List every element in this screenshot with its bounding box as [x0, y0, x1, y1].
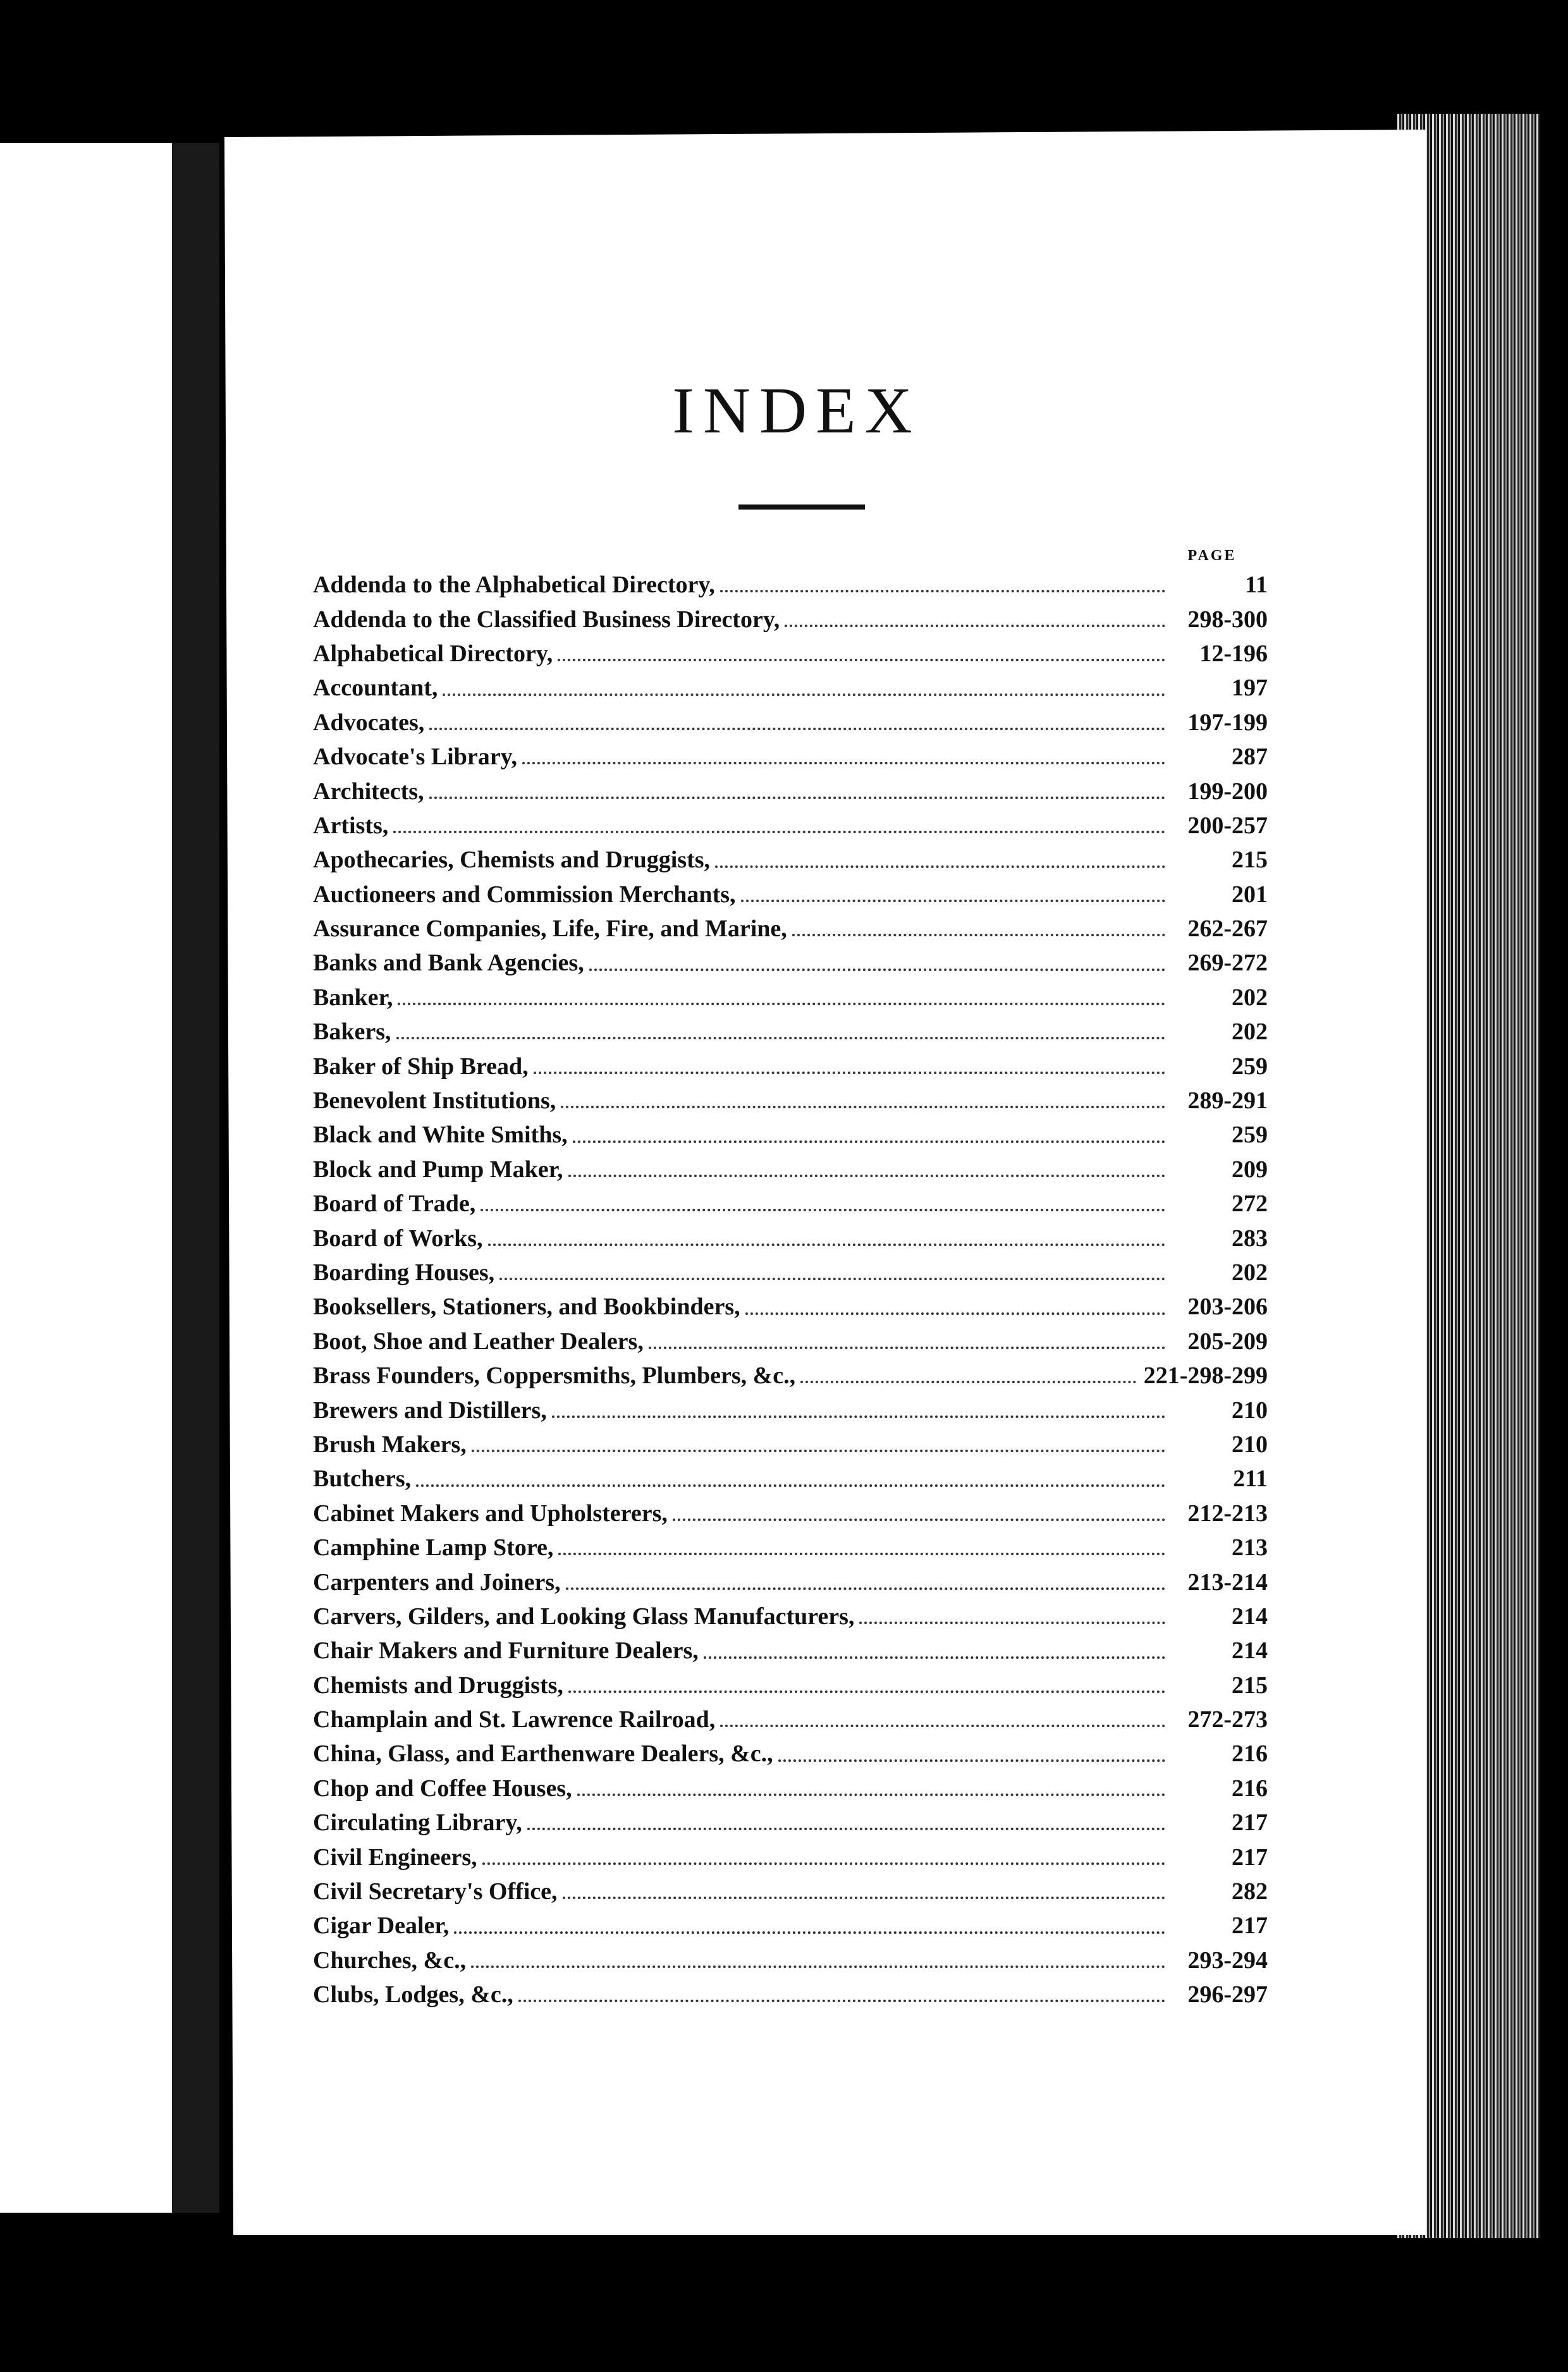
dot-leader: [720, 590, 1165, 592]
facing-page: [0, 143, 172, 2213]
entry-page: 298-300: [1187, 606, 1268, 633]
entry-page: 283: [1232, 1225, 1268, 1252]
entry-page: 221-298-299: [1143, 1362, 1268, 1390]
entry-name: Carpenters and Joiners,: [313, 1568, 561, 1596]
dot-leader: [482, 1862, 1165, 1865]
entry-name: Brush Makers,: [313, 1431, 467, 1458]
dot-leader: [518, 2000, 1165, 2002]
index-entry: [313, 1909, 1268, 1943]
index-entry: [313, 706, 1268, 740]
index-entry: [313, 1015, 1268, 1049]
dot-leader: [800, 1381, 1136, 1383]
entry-page: 212-213: [1187, 1500, 1268, 1527]
entry-name: Chair Makers and Furniture Dealers,: [313, 1637, 699, 1665]
entry-name: Block and Pump Maker,: [313, 1156, 563, 1183]
entry-page: 213-214: [1187, 1568, 1268, 1596]
entry-page: 259: [1232, 1122, 1268, 1149]
entry-name: Booksellers, Stationers, and Bookbinders,: [313, 1293, 740, 1321]
dot-leader: [393, 831, 1165, 833]
entry-name: Auctioneers and Commission Merchants,: [313, 881, 736, 908]
entry-page: 215: [1232, 847, 1268, 874]
entry-page: 202: [1232, 1018, 1268, 1046]
entry-page: 272: [1232, 1190, 1268, 1218]
index-entry: [313, 1599, 1268, 1634]
entry-page: 282: [1232, 1878, 1268, 1905]
entry-page: 287: [1232, 743, 1268, 771]
dot-leader: [454, 1931, 1165, 1934]
dot-leader: [396, 1037, 1166, 1039]
entry-page: 217: [1232, 1843, 1268, 1871]
entry-name: Circulating Library,: [313, 1809, 522, 1837]
entry-page: 217: [1232, 1809, 1268, 1837]
dot-leader: [720, 1725, 1165, 1727]
title-rule: [738, 504, 865, 510]
entry-name: Churches, &c.,: [313, 1947, 467, 1974]
index-entry: [313, 1668, 1268, 1703]
index-entry: [313, 1943, 1268, 1978]
index-entry: [313, 1771, 1268, 1806]
entry-page: 259: [1232, 1053, 1268, 1080]
dot-leader: [481, 1209, 1165, 1211]
page-column-label: PAGE: [1187, 547, 1237, 564]
dot-leader: [472, 1450, 1165, 1452]
index-entry: [313, 1118, 1268, 1152]
entry-name: Artists,: [313, 812, 389, 839]
entry-name: Carvers, Gilders, and Looking Glass Manufacturers,: [313, 1603, 855, 1630]
entry-page: 216: [1232, 1740, 1268, 1768]
dot-leader: [558, 659, 1165, 661]
dot-leader: [778, 1759, 1165, 1762]
entry-name: Alphabetical Directory,: [313, 640, 553, 667]
dot-leader: [745, 1312, 1165, 1315]
entry-page: 216: [1232, 1775, 1268, 1802]
entry-name: Boot, Shoe and Leather Dealers,: [313, 1328, 644, 1355]
dot-leader: [568, 1175, 1165, 1177]
index-entry: [313, 843, 1268, 877]
entry-page: 215: [1232, 1672, 1268, 1699]
dot-leader: [522, 762, 1165, 764]
entry-name: Addenda to the Classified Business Directory,: [313, 606, 780, 633]
index-entry: [313, 1703, 1268, 1737]
entry-page: 197-199: [1187, 709, 1268, 736]
dot-leader: [589, 969, 1165, 971]
index-entry: [313, 1462, 1268, 1496]
index-entry: [313, 1359, 1268, 1393]
entry-page: 197: [1232, 675, 1268, 702]
entry-name: Assurance Companies, Life, Fire, and Marine,: [313, 915, 787, 943]
dot-leader: [398, 1003, 1165, 1005]
index-entry: [313, 1427, 1268, 1462]
dot-leader: [416, 1484, 1165, 1487]
entry-name: Banks and Bank Agencies,: [313, 950, 584, 977]
entry-page: 210: [1232, 1397, 1268, 1424]
entry-page: 296-297: [1187, 1981, 1268, 2008]
index-entry: [313, 1978, 1268, 2012]
dot-leader: [561, 1106, 1165, 1108]
dot-leader: [741, 900, 1165, 902]
entry-name: Boarding Houses,: [313, 1259, 495, 1286]
index-entry: [313, 568, 1268, 602]
index-entry: [313, 671, 1268, 705]
entry-name: Chop and Coffee Houses,: [313, 1775, 572, 1802]
entry-page: 209: [1232, 1156, 1268, 1183]
index-entry: [313, 1806, 1268, 1840]
index-entry: [313, 981, 1268, 1015]
dot-leader: [429, 728, 1165, 730]
index-entry: [313, 809, 1268, 843]
index-entry: [313, 1324, 1268, 1359]
book-gutter: [172, 143, 219, 2213]
entry-name: Apothecaries, Chemists and Druggists,: [313, 847, 711, 874]
entry-page: 202: [1232, 984, 1268, 1011]
dot-leader: [563, 1897, 1165, 1899]
index-entry: [313, 1737, 1268, 1771]
entry-name: Civil Engineers,: [313, 1843, 477, 1871]
dot-leader: [471, 1965, 1165, 1968]
index-entry: [313, 1393, 1268, 1427]
index-entry: [313, 912, 1268, 946]
entry-name: Board of Trade,: [313, 1190, 476, 1218]
index-entry: [313, 1874, 1268, 1909]
index-entry: [313, 1290, 1268, 1324]
entry-page: 199-200: [1187, 778, 1268, 805]
dot-leader: [443, 694, 1165, 696]
dot-leader: [649, 1347, 1165, 1349]
entry-name: Benevolent Institutions,: [313, 1087, 556, 1115]
dot-leader: [566, 1587, 1165, 1590]
entry-name: Advocate's Library,: [313, 743, 517, 771]
entry-name: China, Glass, and Earthenware Dealers, &c.,: [313, 1740, 773, 1768]
index-entry: [313, 946, 1268, 980]
index-entry: [313, 1496, 1268, 1531]
dot-leader: [488, 1244, 1165, 1246]
entry-name: Banker,: [313, 984, 393, 1011]
entry-name: Civil Secretary's Office,: [313, 1878, 558, 1905]
dot-leader: [552, 1415, 1165, 1418]
index-entry: [313, 1634, 1268, 1668]
entry-name: Clubs, Lodges, &c.,: [313, 1981, 513, 2008]
dot-leader: [429, 797, 1165, 799]
dot-leader: [792, 934, 1165, 936]
index-entry: [313, 1840, 1268, 1874]
entry-page: 11: [1245, 572, 1268, 599]
entry-name: Baker of Ship Bread,: [313, 1053, 529, 1080]
entry-page: 200-257: [1187, 812, 1268, 839]
index-entry: [313, 1152, 1268, 1187]
entry-page: 213: [1232, 1534, 1268, 1562]
entry-name: Board of Works,: [313, 1225, 483, 1252]
entry-page: 211: [1233, 1465, 1268, 1493]
index-entry: [313, 1187, 1268, 1221]
dot-leader: [573, 1140, 1165, 1143]
entry-page: 205-209: [1187, 1328, 1268, 1355]
dot-leader: [568, 1690, 1165, 1693]
index-entry: [313, 877, 1268, 912]
entry-page: 293-294: [1187, 1947, 1268, 1974]
dot-leader: [527, 1828, 1165, 1830]
entry-name: Butchers,: [313, 1465, 412, 1493]
entry-page: 201: [1232, 881, 1268, 908]
entry-page: 262-267: [1187, 915, 1268, 943]
entry-page: 217: [1232, 1912, 1268, 1940]
entry-page: 272-273: [1187, 1706, 1268, 1733]
dot-leader: [558, 1553, 1165, 1555]
index-entry: [313, 602, 1268, 636]
dot-leader: [577, 1794, 1165, 1796]
index-entry: [313, 1531, 1268, 1565]
entry-page: 12-196: [1199, 640, 1268, 667]
entry-name: Accountant,: [313, 675, 438, 702]
index-list: [313, 568, 1268, 2012]
dot-leader: [534, 1072, 1165, 1074]
entry-name: Architects,: [313, 778, 424, 805]
page-title: INDEX: [672, 374, 921, 447]
entry-page: 214: [1232, 1603, 1268, 1630]
index-entry: [313, 1565, 1268, 1599]
entry-name: Champlain and St. Lawrence Railroad,: [313, 1706, 716, 1733]
dot-leader: [715, 865, 1165, 868]
entry-name: Black and White Smiths,: [313, 1122, 568, 1149]
entry-name: Brewers and Distillers,: [313, 1397, 547, 1424]
entry-page: 203-206: [1187, 1293, 1268, 1321]
index-entry: [313, 1221, 1268, 1255]
entry-name: Cigar Dealer,: [313, 1912, 450, 1940]
index-entry: [313, 1084, 1268, 1118]
entry-name: Advocates,: [313, 709, 425, 736]
dot-leader: [499, 1278, 1165, 1280]
entry-page: 214: [1232, 1637, 1268, 1665]
entry-name: Addenda to the Alphabetical Directory,: [313, 572, 715, 599]
index-entry: [313, 1049, 1268, 1083]
entry-name: Camphine Lamp Store,: [313, 1534, 554, 1562]
entry-page: 269-272: [1187, 950, 1268, 977]
entry-page: 202: [1232, 1259, 1268, 1286]
index-entry: [313, 1256, 1268, 1290]
entry-page: 289-291: [1187, 1087, 1268, 1115]
entry-name: Bakers,: [313, 1018, 391, 1046]
entry-name: Chemists and Druggists,: [313, 1672, 563, 1699]
dot-leader: [859, 1622, 1165, 1624]
index-entry: [313, 740, 1268, 774]
entry-name: Cabinet Makers and Upholsterers,: [313, 1500, 668, 1527]
dot-leader: [785, 625, 1165, 627]
index-entry: [313, 637, 1268, 671]
dot-leader: [704, 1656, 1165, 1659]
entry-page: 210: [1232, 1431, 1268, 1458]
dot-leader: [673, 1519, 1165, 1521]
entry-name: Brass Founders, Coppersmiths, Plumbers, &c.,: [313, 1362, 796, 1390]
index-entry: [313, 774, 1268, 808]
